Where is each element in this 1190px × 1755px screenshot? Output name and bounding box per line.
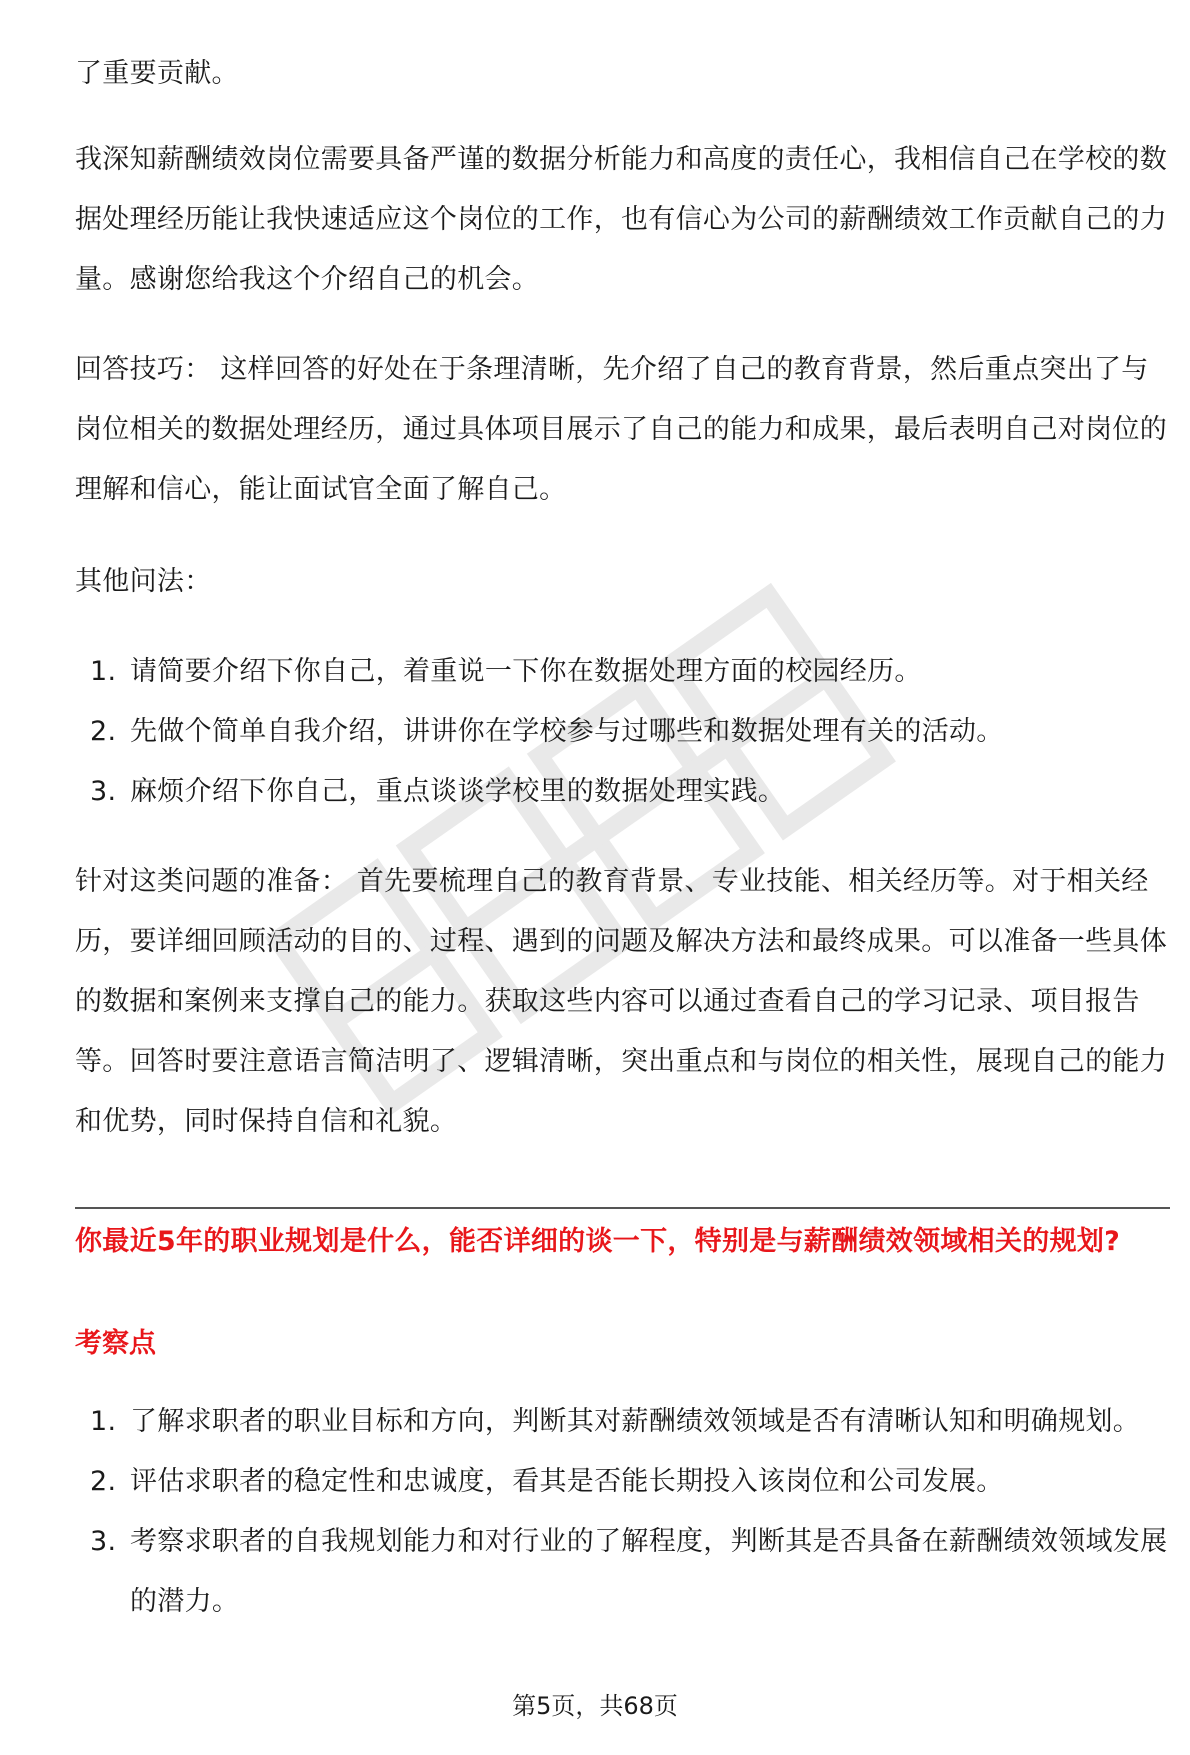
list-item-text: 请简要介绍下你自己，着重说一下你在数据处理方面的校园经历。 [130, 656, 922, 687]
paragraph-closing: 我深知薪酬绩效岗位需要具备严谨的数据分析能力和高度的责任心，我相信自己在学校的数据处理经历能让我快速适应这个岗位的工作，也有信心为公司的薪酬绩效工作贡献自己的力量。感谢您给我这个介绍自己的机会。 [75, 144, 1167, 295]
list-number: 3. [90, 776, 117, 807]
list-item [75, 702, 1170, 762]
list-item-text: 先做个简单自我介绍，讲讲你在学校参与过哪些和数据处理有关的活动。 [130, 716, 1004, 747]
paragraph-answer-tips: 回答技巧： 这样回答的好处在于条理清晰，先介绍了自己的教育背景，然后重点突出了与岗位相关的数据处理经历，通过具体项目展示了自己的能力和成果，最后表明自己对岗位的理解和信心，能让面试官全面了解自己。 [75, 354, 1167, 505]
list-item-text: 麻烦介绍下你自己，重点谈谈学校里的数据处理实践。 [130, 776, 786, 807]
paragraph-continued: 了重要贡献。 [75, 58, 239, 89]
section-divider [75, 1207, 1170, 1209]
list-number: 3. [90, 1526, 117, 1557]
list-item-text: 考察求职者的自我规划能力和对行业的了解程度，判断其是否具备在薪酬绩效领域发展的潜力。 [130, 1526, 1168, 1617]
list-number: 1. [90, 1406, 117, 1437]
section-title: 考察点 [75, 1328, 156, 1359]
list-number: 1. [90, 656, 117, 687]
list-item [75, 642, 1170, 702]
list-item [75, 1392, 1170, 1452]
other-questions-list [75, 642, 1170, 822]
paragraph-preparation: 针对这类问题的准备： 首先要梳理自己的教育背景、专业技能、相关经历等。对于相关经历，要详细回顾活动的目的、过程、遇到的问题及解决方法和最终成果。可以准备一些具体的数据和案例来支撑自己的能力。获取这些内容可以通过查看自己的学习记录、项目报告等。回答时要注意语言简洁明了、逻辑清晰，突出重点和与岗位的相关性，展现自己的能力和优势，同时保持自信和礼貌。 [75, 866, 1167, 1137]
list-item-text: 了解求职者的职业目标和方向，判断其对薪酬绩效领域是否有清晰认知和明确规划。 [130, 1406, 1141, 1437]
list-item [75, 762, 1170, 822]
list-item [75, 1512, 1170, 1632]
list-item-text: 评估求职者的稳定性和忠诚度，看其是否能长期投入该岗位和公司发展。 [130, 1466, 1004, 1497]
list-number: 2. [90, 716, 117, 747]
assessment-points-list [75, 1392, 1170, 1632]
paragraph-other-questions-label: 其他问法： [75, 566, 212, 597]
list-item [75, 1452, 1170, 1512]
list-number: 2. [90, 1466, 117, 1497]
question-heading: 你最近5年的职业规划是什么，能否详细的谈一下，特别是与薪酬绩效领域相关的规划? [75, 1226, 1121, 1257]
page-footer: 第5页，共68页 [512, 1692, 678, 1720]
